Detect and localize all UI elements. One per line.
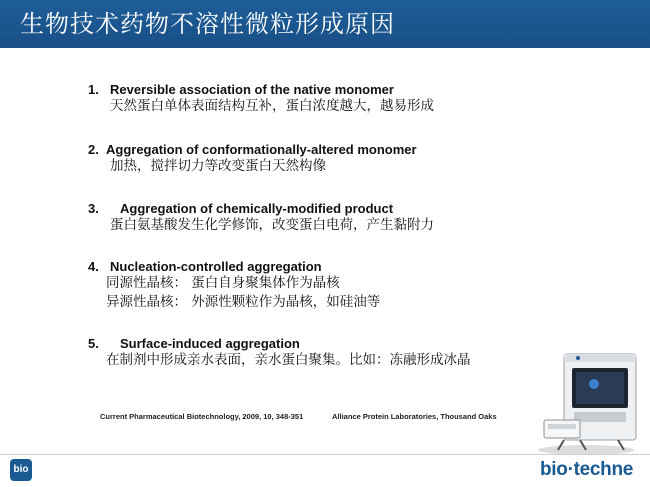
- slide-title: 生物技术药物不溶性微粒形成原因: [20, 10, 395, 38]
- title-bar: [0, 0, 650, 48]
- bio-techne-logo: bio·techne: [540, 459, 634, 480]
- item-heading: 4. Nucleation-controlled aggregation: [88, 259, 322, 274]
- list-item: [88, 142, 417, 176]
- bio-badge-logo: bio: [10, 459, 32, 481]
- list-item: [88, 82, 434, 116]
- item-description: 在制剂中形成亲水表面，亲水蛋白聚集。比如：冻融形成冰晶: [106, 352, 471, 368]
- citation-lab: Alliance Protein Laboratories, Thousand Oaks: [332, 412, 497, 421]
- list-item: [88, 259, 380, 312]
- item-description: 异源性晶核： 外源性颗粒作为晶核，如硅油等: [106, 294, 381, 310]
- footer-divider: [0, 454, 650, 455]
- item-heading: 1. Reversible association of the native monomer: [88, 82, 394, 97]
- item-description: 蛋白氨基酸发生化学修饰，改变蛋白电荷，产生黏附力: [110, 217, 434, 233]
- item-description: 天然蛋白单体表面结构互补，蛋白浓度越大，越易形成: [110, 98, 434, 114]
- item-description: 同源性晶核： 蛋白自身聚集体作为晶核: [106, 275, 340, 291]
- list-item: [88, 336, 471, 370]
- item-heading: 2. Aggregation of conformationally-altered monomer: [88, 142, 417, 157]
- list-item: [88, 201, 434, 235]
- item-heading: 3. Aggregation of chemically-modified product: [88, 201, 394, 216]
- item-heading: 5. Surface-induced aggregation: [88, 336, 300, 351]
- item-description: 加热，搅拌切力等改变蛋白天然构像: [110, 158, 326, 174]
- instrument-image: [534, 346, 642, 456]
- citation-journal: Current Pharmaceutical Biotechnology, 2009, 10, 348-351: [100, 412, 304, 421]
